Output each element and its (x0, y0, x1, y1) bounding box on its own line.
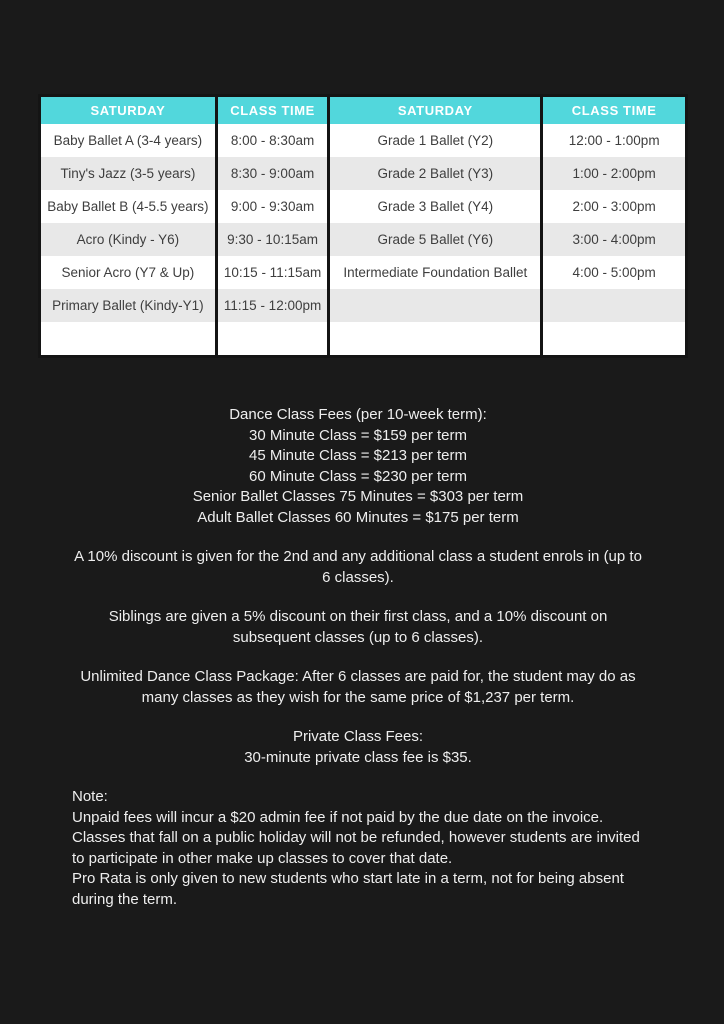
table-cell (329, 322, 542, 357)
table-row (40, 157, 687, 190)
text-line: Classes that fall on a public holiday will not be refunded, however students are invited to participate in other make up classes to cover that date. (72, 829, 640, 867)
header-saturday-morning: SATURDAY (40, 96, 217, 125)
table-cell: Tiny's Jazz (3-5 years) (40, 157, 217, 190)
table-cell: Intermediate Foundation Ballet (329, 256, 542, 289)
table-cell: 8:30 - 9:00am (216, 157, 329, 190)
text-line: Senior Ballet Classes 75 Minutes = $303 per term (192, 488, 524, 505)
header-class-time-morning: CLASS TIME (216, 96, 329, 125)
table-cell (542, 322, 687, 357)
table-cell: 10:15 - 11:15am (216, 256, 329, 289)
text-line: 30 Minute Class = $159 per term (248, 426, 468, 444)
text-line: Adult Ballet Classes 60 Minutes = $175 per term (197, 508, 519, 526)
text-line: Unpaid fees will incur a $20 admin fee if not paid by the due date on the invoice. (72, 808, 604, 826)
table-cell: 11:15 - 12:00pm (216, 289, 329, 322)
note-lines (72, 808, 644, 911)
text-line: 30-minute private class fee is $35. (244, 748, 472, 766)
fees-info-content (72, 405, 644, 910)
table-row (40, 289, 687, 322)
table-cell: Grade 2 Ballet (Y3) (329, 157, 542, 190)
class-schedule-table (38, 94, 688, 358)
text-line: Dance Class Fees (per 10-week term): (229, 406, 487, 423)
discount-paragraph: A 10% discount is given for the 2nd and any additional class a student enrols in (up to 6 classes). (74, 548, 642, 586)
text-line: 60 Minute Class = $230 per term (248, 467, 468, 485)
dance-class-fees-block (72, 405, 644, 528)
table-cell: 2:00 - 3:00pm (542, 190, 687, 223)
table-cell: 9:00 - 9:30am (216, 190, 329, 223)
header-saturday-afternoon: SATURDAY (329, 96, 542, 125)
table-cell: 8:00 - 8:30am (216, 124, 329, 157)
note-title: Note: (72, 788, 108, 805)
unlimited-package-paragraph: Unlimited Dance Class Package: After 6 classes are paid for, the student may do as many classes as they wish for the same price of $1,237 per term. (80, 668, 636, 706)
table-row (40, 223, 687, 256)
table-cell: Acro (Kindy - Y6) (40, 223, 217, 256)
note-block (72, 787, 644, 910)
table-row (40, 190, 687, 223)
table-cell: 9:30 - 10:15am (216, 223, 329, 256)
table-cell: Baby Ballet B (4-5.5 years) (40, 190, 217, 223)
private-class-fees-block (72, 727, 644, 768)
text-line: Private Class Fees: (292, 728, 424, 745)
table-cell: 3:00 - 4:00pm (542, 223, 687, 256)
schedule-body (40, 124, 687, 357)
siblings-paragraph: Siblings are given a 5% discount on their first class, and a 10% discount on subsequent classes (up to 6 classes). (108, 608, 608, 646)
table-cell: Baby Ballet A (3-4 years) (40, 124, 217, 157)
table-cell (329, 289, 542, 322)
schedule-header-row (40, 96, 687, 125)
table-cell: Grade 1 Ballet (Y2) (329, 124, 542, 157)
table-cell: 1:00 - 2:00pm (542, 157, 687, 190)
table-cell: Grade 5 Ballet (Y6) (329, 223, 542, 256)
header-class-time-afternoon: CLASS TIME (542, 96, 687, 125)
table-cell: 12:00 - 1:00pm (542, 124, 687, 157)
table-cell (216, 322, 329, 357)
table-cell: Senior Acro (Y7 & Up) (40, 256, 217, 289)
table-cell (40, 322, 217, 357)
table-cell: Primary Ballet (Kindy-Y1) (40, 289, 217, 322)
text-line: 45 Minute Class = $213 per term (248, 447, 468, 464)
table-cell: Grade 3 Ballet (Y4) (329, 190, 542, 223)
table-cell (542, 289, 687, 322)
text-line: Pro Rata is only given to new students who start late in a term, not for being absent during the term. (72, 870, 624, 908)
table-row (40, 124, 687, 157)
table-row (40, 322, 687, 357)
table-cell: 4:00 - 5:00pm (542, 256, 687, 289)
table-row (40, 256, 687, 289)
